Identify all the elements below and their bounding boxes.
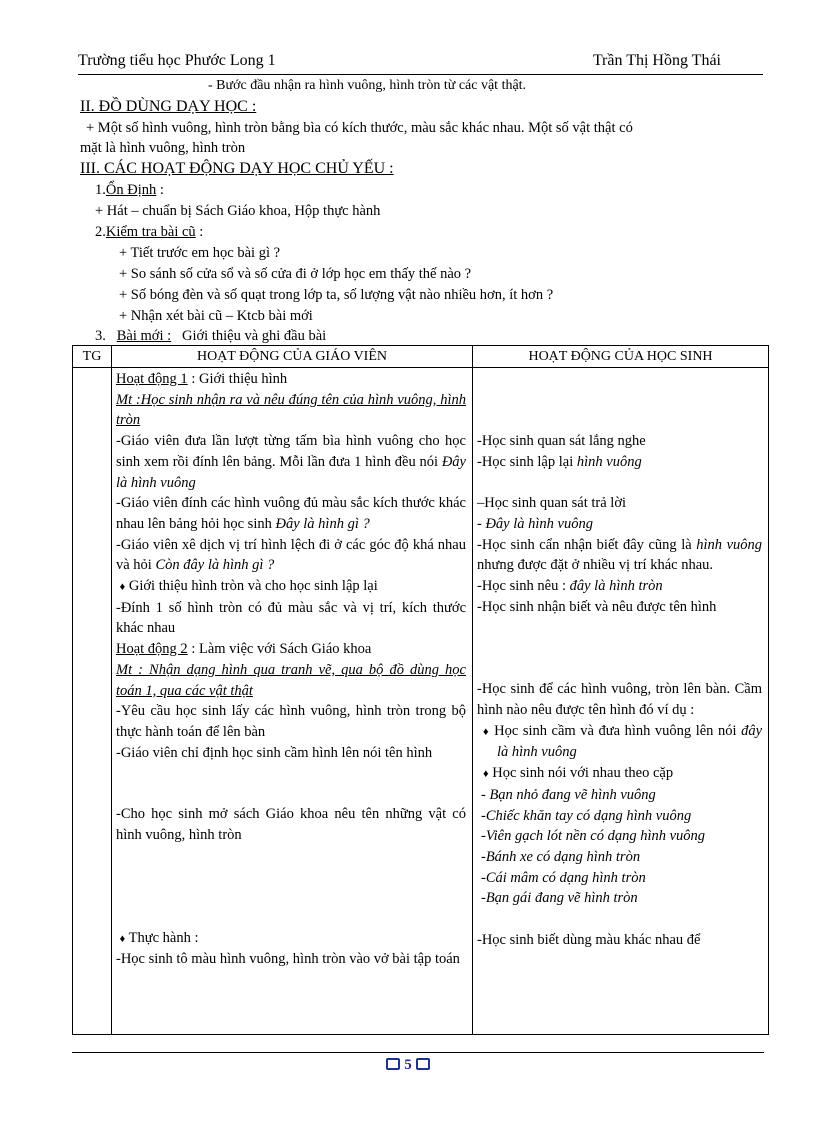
student-step: -Học sinh nhận biết và nêu được tên hình [477, 598, 717, 615]
kiem-tra-item: + Tiết trước em học bài gì ? [119, 245, 281, 261]
header-row-divider [73, 367, 768, 368]
teacher-step: ♦ Giới thiệu hình tròn và cho học sinh lập lại [119, 578, 378, 595]
student-step: –Học sinh quan sát trả lời [477, 495, 627, 512]
page-header [78, 52, 763, 75]
column-divider [111, 346, 112, 1034]
book-icon [386, 1058, 400, 1070]
bai-moi-heading: 3. Bài mới : Giới thiệu và ghi đầu bài [95, 328, 327, 344]
teacher-step: -Giáo viên đưa lần lượt từng tấm bìa hình vuông cho học sinh xem rồi đính lên bảng. Mỗi lần đưa 1 hình đều nói Đây là hình vuông [116, 433, 466, 491]
student-step: -Học sinh lập lại hình vuông [477, 453, 642, 470]
book-icon [416, 1058, 430, 1070]
teacher-activities [116, 369, 466, 970]
student-step: ♦ Học sinh nói với nhau theo cặp [483, 765, 674, 782]
example-item: -Viên gạch lót nền có dạng hình vuông [481, 828, 706, 845]
teacher-step: -Yêu cầu học sinh lấy các hình vuông, hình tròn trong bộ thực hành toán để lên bàn [116, 703, 466, 740]
activities-table [72, 345, 769, 1035]
teacher-step: ♦ Thực hành : [119, 929, 199, 946]
section-2-title: II. ĐỒ DÙNG DẠY HỌC : [80, 98, 257, 115]
student-step: -Học sinh biết dùng màu khác nhau để [477, 931, 701, 948]
col-header-teacher: HOẠT ĐỘNG CỦA GIÁO VIÊN [196, 349, 388, 364]
objective-line: - Bước đầu nhận ra hình vuông, hình tròn từ các vật thật. [208, 78, 527, 93]
kiem-tra-item: + Số bóng đèn và số quạt trong lớp ta, số lượng vật nào nhiều hơn, ít hơn ? [119, 287, 554, 303]
example-item: -Chiếc khăn tay có dạng hình vuông [481, 807, 692, 824]
column-divider [472, 346, 473, 1034]
diamond-bullet-icon: ♦ [483, 768, 489, 781]
kiem-tra-item: + Nhận xét bài cũ – Ktcb bài mới [119, 308, 313, 324]
teacher-name: Trần Thị Hồng Thái [592, 52, 721, 69]
example-item: -Bạn gái đang vẽ hình tròn [481, 890, 638, 907]
kiem-tra-heading: 2.Kiểm tra bài cũ : [95, 224, 204, 240]
diamond-bullet-icon: ♦ [483, 725, 490, 738]
example-item: - Bạn nhỏ đang vẽ hình vuông [481, 786, 656, 803]
teacher-step: -Cho học sinh mở sách Giáo khoa nêu tên những vật có hình vuông, hình tròn [116, 806, 466, 844]
diamond-bullet-icon: ♦ [119, 581, 126, 594]
teacher-step: -Giáo viên xê dịch vị trí hình lệch đi ở các góc độ khá nhau và hỏi Còn đây là hình gì ? [116, 536, 466, 574]
student-step: -Học sinh để các hình vuông, tròn lên bàn. Cầm hình nào nêu được tên hình đó ví dụ : [477, 681, 762, 719]
teacher-step: -Đính 1 số hình tròn có đủ màu sắc và vị trí, kích thước khác nhau [116, 599, 466, 637]
student-step: ♦ Học sinh cầm và đưa hình vuông lên nói đây là hình vuông [483, 722, 763, 761]
student-step: -Học sinh quan sát lắng nghe [477, 433, 646, 449]
section-2-line-2: mặt là hình vuông, hình tròn [80, 140, 246, 156]
student-step: -Học sinh cẩn nhận biết đây cũng là hình vuông nhưng được đặt ở nhiều vị trí khác nhau. [477, 536, 763, 574]
page-number: 5 [0, 1057, 816, 1074]
teacher-step: -Giáo viên đính các hình vuông đủ màu sắc kích thước khác nhau lên bảng hỏi học sinh Đây là hình gì ? [116, 495, 466, 532]
col-header-tg: TG [82, 349, 102, 364]
section-2-line-1: + Một số hình vuông, hình tròn bằng bìa có kích thước, màu sắc khác nhau. Một số vật thật có [86, 120, 633, 136]
on-dinh-item: + Hát – chuẩn bị Sách Giáo khoa, Hộp thực hành [95, 203, 381, 219]
diamond-bullet-icon: ♦ [119, 932, 126, 945]
footer-rule [72, 1052, 764, 1053]
example-item: -Bánh xe có dạng hình tròn [481, 848, 641, 865]
school-name: Trường tiểu học Phước Long 1 [78, 52, 276, 69]
activity-1-objective: Mt :Học sinh nhận ra và nêu đúng tên của hình vuông, hình tròn [116, 391, 466, 429]
activity-2-heading: Hoạt động 2 : Làm việc với Sách Giáo khoa [116, 641, 372, 658]
section-3-title: III. CÁC HOẠT ĐỘNG DẠY HỌC CHỦ YẾU : [80, 160, 394, 177]
teacher-step: -Học sinh tô màu hình vuông, hình tròn vào vở bài tập toán [116, 951, 460, 968]
on-dinh-heading: 1.Ổn Định : [95, 182, 164, 198]
activity-1-heading: Hoạt động 1 : Giới thiệu hình [116, 371, 288, 387]
teacher-step: -Giáo viên chỉ định học sinh cầm hình lên nói tên hình [116, 744, 433, 761]
kiem-tra-item: + So sánh số cửa sổ và số cửa đi ở lớp học em thấy thế nào ? [119, 266, 472, 282]
activity-2-objective: Mt : Nhận dạng hình qua tranh vẽ, qua bộ đồ dùng học toán 1, qua các vật thật [116, 661, 466, 699]
example-item: -Cái mâm có dạng hình tròn [481, 869, 646, 886]
student-step: -Học sinh nêu : đây là hình tròn [477, 577, 663, 594]
student-step: - Đây là hình vuông [477, 515, 593, 532]
student-activities [477, 431, 762, 950]
col-header-student: HOẠT ĐỘNG CỦA HỌC SINH [528, 349, 713, 364]
